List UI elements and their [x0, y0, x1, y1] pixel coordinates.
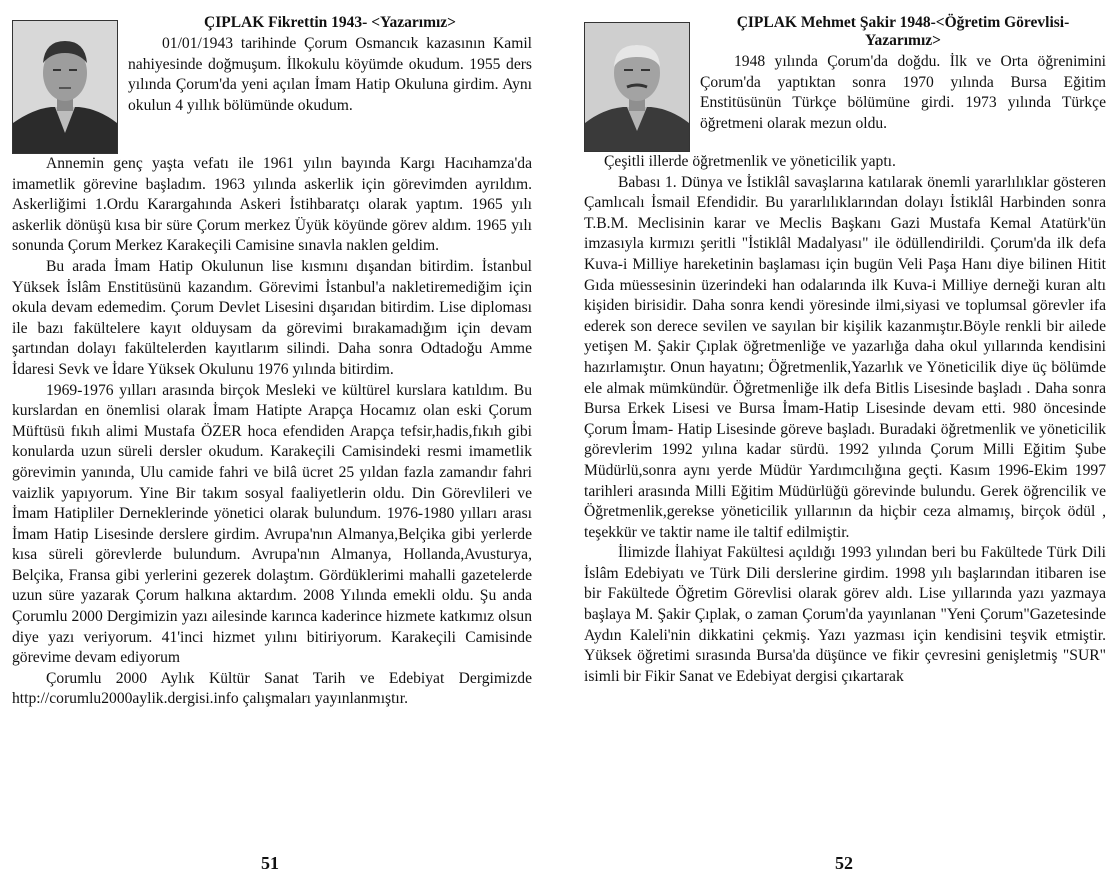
paragraph: Çorumlu 2000 Aylık Kültür Sanat Tarih ve Edebiyat Dergimizde http://corumlu2000aylik.dergisi.info çalışmaları yayınlanmıştır. — [12, 669, 532, 708]
paragraph: Babası 1. Dünya ve İstiklâl savaşlarına katılarak önemli yararlılıklar gösteren Çamlıcalı İsmail Efendidir. Bu yararlılıklarından dolayı İstiklâl Harbinden sonra T.B.M. Meclisinin karar ve Meclis Başkanı Gazi Mustafa Kemal Atatürk'ün imzasıyla kırmızı şeritli "İstiklâl Madalyası" ile ödüllendirildi. Çorum'da ilk defa Kuva-i Milliye hareketinin başlaması için bugün Veli Paşa Hanı diye bilinen Hitit Gıda müessesinin üzerindeki han odalarında ilk Kuva-i Milliye derneği kuran altı kişiden birisidir. Daha sonra kendi yöresinde ilmi,siyasi ve toplumsal görevler ifa ederek son derece sevilen ve sayılan bir kişilik kazanmıştır.Böyle renkli bir ailede yetişen M. Şakir Çıplak öğretmenliğe ve yazarlığa daha okul yıllarında kendisini hazırlamıştır. Onun hayatını; Öğretmenlik,Yazarlık ve Yöneticilik diye üç bölümde ele almak mümkündür. Öğretmenliğe ilk defa Bitlis Lisesinde başladı . Daha sonra Bursa Erkek Lisesi ve Bursa İmam-Hatip Lisesinde devam etti. 980 öncesinde Çorum İmam- Hatip Lisesinde göreve başladı. Buradaki öğretmenlik ve yöneticilik görevlerim 1992 yılına kadar sürdü. 1992 yılında Çorum Milli Eğitim Şube Müdürlü,sonra aynı yerde Müdür Yardımcılığına geçti. Kasım 1996-Ekim 1997 tarihleri arasında Milli Eğitim Müdürlüğü görevinde bulundu. Gerek öğrencilik ve Öğretmenlik,gerekse yöneticilik yıllarının da hiçbir ceza almamış, birçok ödül , teşekkür ve taktir name ile taltif edilmiştir. — [584, 173, 1106, 541]
page-number: 51 — [261, 853, 279, 873]
entry-intro: 1948 yılında Çorum'da doğdu. İlk ve Orta öğrenimini Çorum'da yaptıktan sonra 1970 yılında Bursa Eğitim Enstitüsünün Türkçe bölümüne girdi. 1973 yılında Türkçe öğretmeni olarak mezun oldu. — [700, 53, 1106, 132]
page-51 — [0, 0, 540, 880]
portrait-photo-icon — [585, 23, 689, 151]
portrait-photo-icon — [12, 20, 118, 154]
page-52 — [576, 0, 1112, 880]
portrait-photo-icon — [13, 21, 117, 153]
entry-title: ÇIPLAK Fikrettin 1943- <Yazarımız> — [204, 14, 456, 31]
paragraph: 1969-1976 yılları arasında birçok Mesleki ve kültürel kurslara katıldım. Bu kurslardan en önemlisi olarak İmam Hatipte Arapça Hocamız olan eski Çorum Müftüsü fıkıh alimi Mustafa ÖZER hoca efendiden Arapça tefsir,hadis,fıkıh gibi konularda uzun süreli dersler okudum. Karakeçili Camisindeki resmi imametlik görevimin yanında, Ulu camide fahri ve bilâ ücret 25 yıldan fazla zamandır fahri vaizlik yapıyorum. Yine Bir takım sosyal faaliyetlerin oldu. Din Görevlileri ve İmam Hatipliler Derneklerinde yönetici olarak bulundum. 1976-1980 yılları arası İmam Hatip Lisesinde derslere girdim. Avrupa'nın Almanya,Belçika gibi yerlerde kısa süreli görevlerde bulundum. Avrupa'nın Almanya, Hollanda,Avusturya, Belçika, Fransa gibi yerlerini gezerek dolaştım. Gördüklerimi mahalli gazetelerde uzun süre yazarak Çorum halkına aktardım. 2008 Yılında emekli oldu. Şu anda Çorumlu 2000 Dergimizin yazı ailesinde karınca kaderince hizmete katkımız olsun diye yazı veriyorum. 41'inci hizmet yılını bitiriyorum. Karakeçili Camisinde görevime devam ediyorum — [12, 381, 532, 667]
entry-header — [584, 14, 1106, 152]
paragraph: Annemin genç yaşta vefatı ile 1961 yılın bayında Kargı Hacıhamza'da imametlik görevine başladım. 1963 yılında askerlik için görevimden ayrıldım. Askerliğimi 1.Ordu Karargahında Askeri İstihbaratçı olarak yaptım. 1965 yılı askerlik dönüşü kısa bir süre Çorum merkez Üyük köyünde görev aldım. 1965 yılı sonunda Çorum Merkez Karakeçili Camisine sınavla naklen geldim. — [12, 155, 532, 255]
paragraph: İlimizde İlahiyat Fakültesi açıldığı 1993 yılından beri bu Fakültede Türk Dili İslâm Edebiyatı ve Türk Dili derslerine girdim. 1998 yılı başlarından itibaren ise bir Fakültede Öğretim Görevlisi olarak görev aldı. Lise yıllarında yazı yazmaya başlaya M. Şakir Çıplak, o zaman Çorum'da yayınlanan "Yeni Çorum"Gazetesinde Aydın Kaleli'nin dikkatini çekmiş. Yazı yazması için kendisini teşvik etmiştir. Yüksek öğretimi sırasında Bursa'da düşünce ve fikir çevresini genişletmiş "SUR" isimli bir Fikir Sanat ve Edebiyat dergisi çıkartarak — [584, 544, 1106, 685]
page-number: 52 — [835, 853, 853, 873]
entry-header — [12, 14, 532, 154]
paragraph: Bu arada İmam Hatip Okulunun lise kısmını dışandan bitirdim. İstanbul Yüksek İslâm Enstitüsünü kazandım. Görevimi İstanbul'a nakletiremediğim için okula devam edemedim. Çorum Devlet Lisesini dışarıdan bitirdim. Lise diploması ile bazı fakültelere kayıt olduysam da görevimi bırakamadığım için devam şartından dolayı fakültelerden kayıtlarım silindi. Daha sonra Odtadoğu Amme İdaresi Sevk ve İdare Yüksek Okulunu 1976 yılında bitirdim. — [12, 257, 532, 378]
portrait-photo-icon — [584, 22, 690, 152]
paragraph: Çeşitli illerde öğretmenlik ve yöneticilik yaptı. — [604, 153, 896, 170]
entry-title: ÇIPLAK Mehmet Şakir 1948-<Öğretim Görevlisi-Yazarımız> — [736, 14, 1070, 49]
entry-intro: 01/01/1943 tarihinde Çorum Osmancık kazasının Kamil nahiyesinde doğmuşum. İlkokulu köyümde okudum. 1955 ders yılında Çorum'da yeni açılan İmam Hatip Okuluna girdim. Aynı okulun 4 yıllık bölümünde okudum. — [128, 35, 532, 114]
